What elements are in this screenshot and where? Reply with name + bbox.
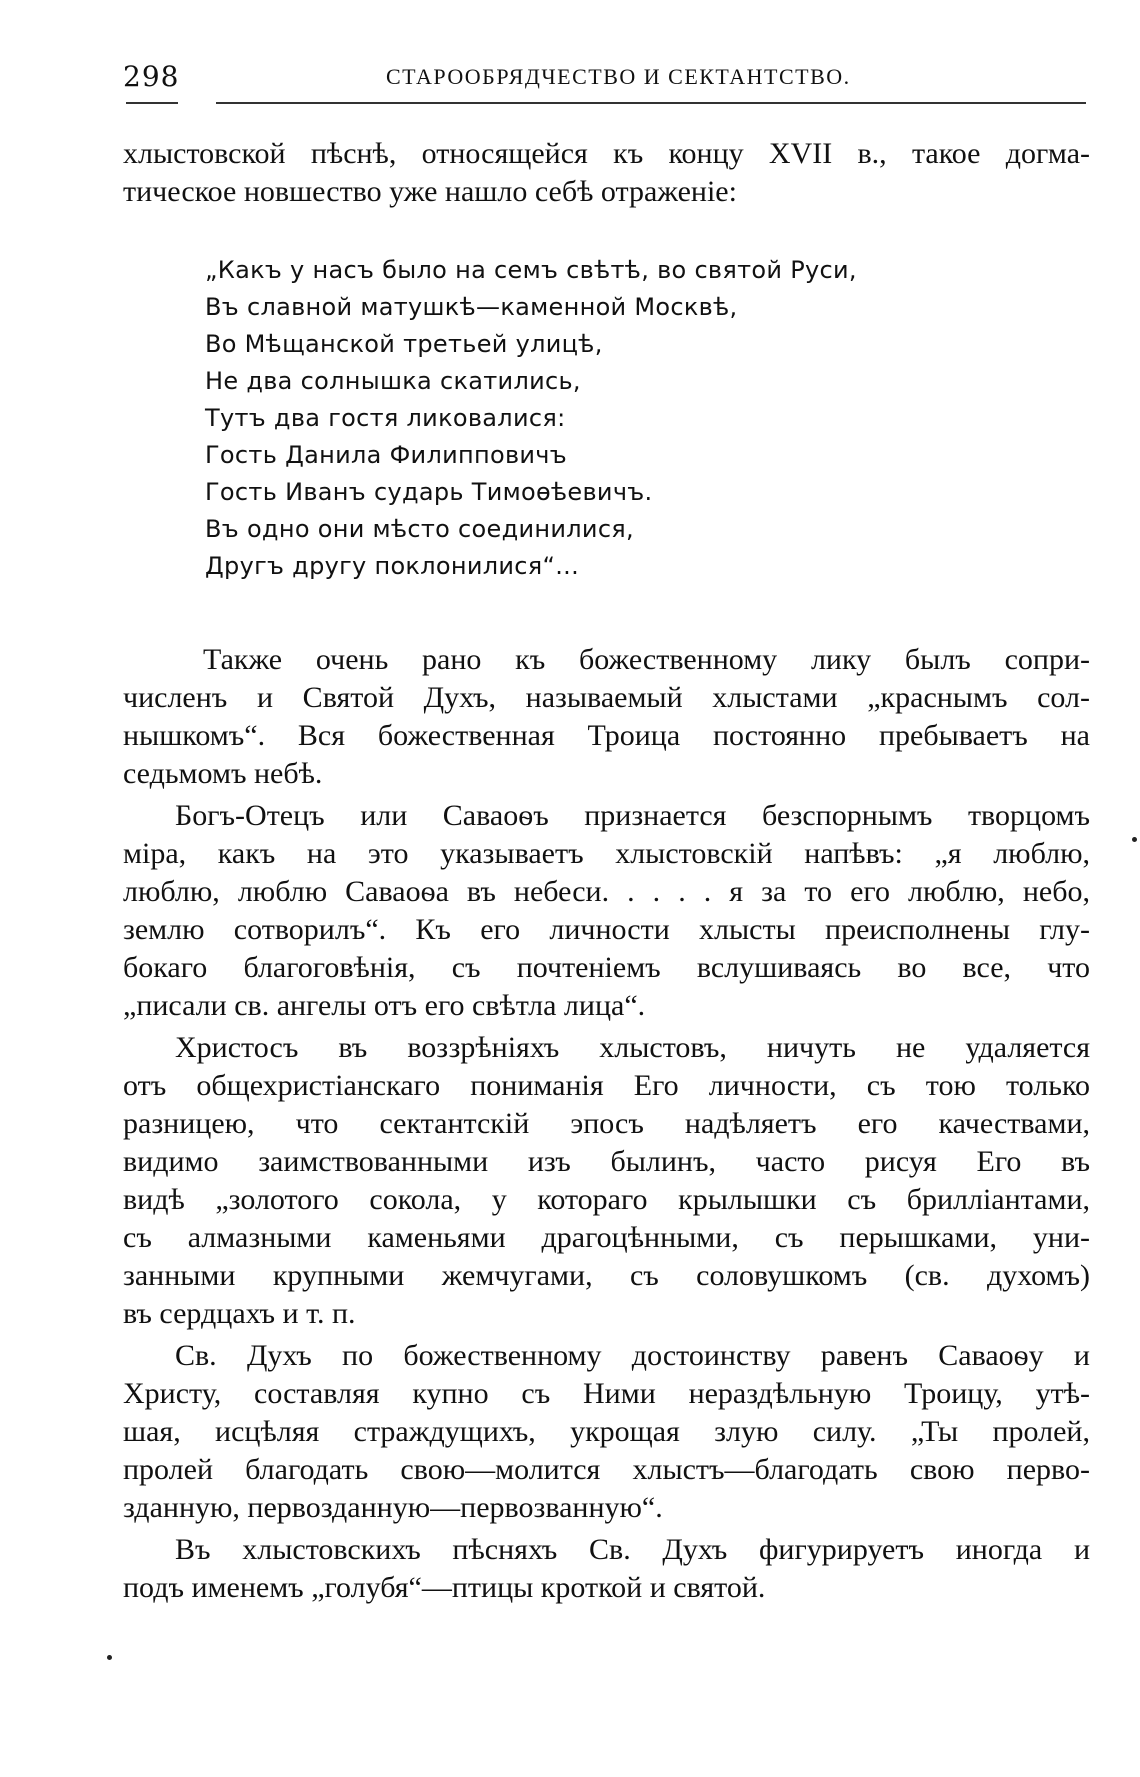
header-rule-short [126, 102, 178, 104]
verse-line: Другъ другу поклонилися“... [205, 552, 580, 580]
paragraph-line: нышкомъ“. Вся божественная Троица постоянно пребываетъ на [123, 719, 1090, 752]
verse-line: Въ славной матушкѣ—каменной Москвѣ, [205, 293, 738, 321]
paragraph-line: отъ общехристіанскаго пониманія Его личности, съ тою только [123, 1069, 1090, 1102]
paragraph-line: въ сердцахъ и т. п. [123, 1297, 356, 1330]
paragraph-line: съ алмазными каменьями драгоцѣнными, съ перышками, уни- [123, 1221, 1090, 1254]
verse-line: Гость Иванъ сударь Тимоѳѣевичъ. [205, 478, 653, 506]
page-number: 298 [123, 60, 180, 93]
paragraph-line: разницею, что сектантскій эпосъ надѣляетъ его качествами, [123, 1107, 1090, 1140]
paragraph-line: Христосъ въ воззрѣніяхъ хлыстовъ, ничуть не удаляется [175, 1031, 1090, 1064]
intro-line: тическое новшество уже нашло себѣ отраженіе: [123, 175, 737, 208]
verse-line: Въ одно они мѣсто соединилися, [205, 515, 634, 543]
paragraph-line: люблю, люблю Саваоѳа въ небеси. . . . . я за то его люблю, небо, [123, 875, 1090, 908]
paragraph-line: бокаго благоговѣнія, съ почтеніемъ вслушиваясь во все, что [123, 951, 1090, 984]
running-title: СТАРООБРЯДЧЕСТВО И СЕКТАНТСТВО. [386, 64, 851, 89]
page-header [123, 52, 1095, 100]
paragraph-line: пролей благодать свою—молится хлыстъ—благодать свою перво- [123, 1453, 1090, 1486]
paragraph-line: Богъ-Отецъ или Саваоѳъ признается безспорнымъ творцомъ [175, 799, 1090, 832]
verse-line: „Какъ у насъ было на семъ свѣтѣ, во святой Руси, [205, 256, 857, 284]
paragraph-line: занными крупными жемчугами, съ соловушкомъ (св. духомъ) [123, 1259, 1090, 1292]
verse-line: Тутъ два гостя ликовалися: [205, 404, 566, 432]
verse-line: Гость Данила Филипповичъ [205, 441, 568, 469]
paragraph-line: Въ хлыстовскихъ пѣсняхъ Св. Духъ фигурируетъ иногда и [175, 1533, 1090, 1566]
paragraph-line: подъ именемъ „голубя“—птицы кроткой и святой. [123, 1571, 766, 1604]
paragraph-line: міра, какъ на это указываетъ хлыстовскій напѣвъ: „я люблю, [123, 837, 1090, 870]
paragraph-line: Также очень рано къ божественному лику былъ сопри- [203, 643, 1090, 676]
paragraph-line: зданную, первозданную—первозванную“. [123, 1491, 663, 1524]
header-rule [216, 102, 1086, 104]
paragraph-line: седьмомъ небѣ. [123, 757, 323, 790]
paragraph-line: видимо заимствованными изъ былинъ, часто рисуя Его въ [123, 1145, 1090, 1178]
paragraph-line: Христу, составляя купно съ Ними нераздѣльную Троицу, утѣ- [123, 1377, 1090, 1410]
verse-line: Не два солнышка скатились, [205, 367, 581, 395]
paragraph-line: шая, исцѣляя страждущихъ, укрощая злую силу. „Ты пролей, [123, 1415, 1090, 1448]
intro-line: хлыстовской пѣснѣ, относящейся къ концу XVII в., такое догма- [123, 137, 1090, 170]
paragraph-line: видѣ „золотого сокола, у котораго крылышки съ брилліантами, [123, 1183, 1090, 1216]
scan-speck [1132, 837, 1137, 842]
paragraph-line: численъ и Святой Духъ, называемый хлыстами „краснымъ сол- [123, 681, 1090, 714]
verse-line: Во Мѣщанской третьей улицѣ, [205, 330, 603, 358]
paragraph-line: землю сотворилъ“. Къ его личности хлысты преисполнены глу- [123, 913, 1090, 946]
scan-speck [107, 1655, 112, 1660]
paragraph-line: „писали св. ангелы отъ его свѣтла лица“. [123, 989, 646, 1022]
paragraph-line: Св. Духъ по божественному достоинству равенъ Саваоѳу и [175, 1339, 1090, 1372]
